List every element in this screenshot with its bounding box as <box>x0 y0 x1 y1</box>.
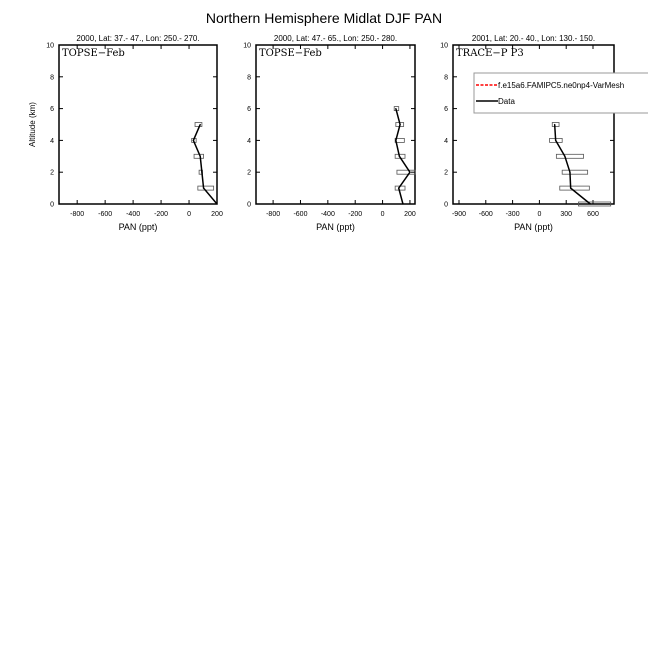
panel-3 <box>440 34 614 232</box>
data-point <box>201 172 202 173</box>
data-point <box>395 108 396 109</box>
legend-label: Data <box>498 97 515 106</box>
y-tick-label: 10 <box>440 42 448 50</box>
panel-subtitle: 2001, Lat: 20.- 40., Lon: 130.- 150. <box>471 34 596 43</box>
y-axis-label: Altitude (km) <box>28 102 37 147</box>
y-tick-label: 2 <box>50 169 54 177</box>
range-box <box>562 170 587 174</box>
plot-frame <box>59 45 217 204</box>
y-tick-label: 8 <box>444 74 448 82</box>
data-line <box>193 125 217 205</box>
data-point <box>590 203 591 204</box>
y-tick-label: 10 <box>243 42 251 50</box>
x-tick-label: 0 <box>187 211 191 218</box>
x-tick-label: -400 <box>320 211 335 218</box>
range-box <box>198 186 214 190</box>
y-tick-label: 6 <box>444 106 448 114</box>
x-tick-label: 200 <box>404 211 416 218</box>
data-point <box>216 203 217 204</box>
x-tick-label: -400 <box>126 211 141 218</box>
x-tick-label: -600 <box>293 211 308 218</box>
data-point <box>203 188 204 189</box>
panel-2 <box>243 34 416 232</box>
x-tick-label: -800 <box>70 211 85 218</box>
x-tick-label: 300 <box>560 211 573 218</box>
x-tick-label: -900 <box>451 211 466 218</box>
y-tick-label: 6 <box>50 106 54 114</box>
x-tick-label: -300 <box>505 211 520 218</box>
panel-1 <box>28 34 223 232</box>
y-tick-label: 2 <box>247 169 251 177</box>
x-tick-label: -600 <box>478 211 493 218</box>
y-tick-label: 8 <box>247 74 251 82</box>
data-point <box>200 156 201 157</box>
y-tick-label: 4 <box>444 137 448 145</box>
x-tick-label: 600 <box>587 211 599 218</box>
y-tick-label: 0 <box>247 201 251 209</box>
x-axis-label: PAN (ppt) <box>118 222 158 232</box>
range-box <box>556 154 583 158</box>
data-point <box>569 172 570 173</box>
plot-frame <box>256 45 415 204</box>
data-point <box>564 156 565 157</box>
data-point <box>399 156 400 157</box>
data-point <box>395 140 396 141</box>
data-point <box>402 203 403 204</box>
x-axis-label: PAN (ppt) <box>316 222 355 232</box>
campaign-label: TOPSE−Feb <box>259 48 322 59</box>
campaign-label: TRACE−P P3 <box>456 48 524 59</box>
data-point <box>200 124 201 125</box>
y-tick-label: 8 <box>50 74 54 82</box>
y-tick-label: 10 <box>46 42 54 50</box>
panel-subtitle: 2000, Lat: 47.- 65., Lon: 250.- 280. <box>273 34 398 43</box>
y-tick-label: 0 <box>50 201 54 209</box>
x-tick-label: -800 <box>266 211 281 218</box>
plot-frame <box>453 45 614 204</box>
x-tick-label: 0 <box>537 211 542 218</box>
range-box <box>560 186 590 190</box>
data-point <box>398 188 399 189</box>
range-box <box>552 123 559 127</box>
x-tick-label: 200 <box>211 211 223 218</box>
range-box <box>195 123 202 127</box>
x-tick-label: -600 <box>98 211 113 218</box>
data-point <box>399 124 400 125</box>
y-tick-label: 6 <box>247 106 251 114</box>
y-tick-label: 4 <box>247 137 251 145</box>
campaign-label: TOPSE−Feb <box>62 48 125 59</box>
x-tick-label: 0 <box>380 211 385 218</box>
y-tick-label: 0 <box>444 201 448 209</box>
data-point <box>570 188 571 189</box>
legend-box <box>474 73 648 113</box>
legend-label: f.e15a6.FAMIPC5.ne0np4-VarMesh <box>498 81 625 90</box>
x-axis-label: PAN (ppt) <box>514 222 553 232</box>
chart-title: Northern Hemisphere Midlat DJF PAN <box>205 10 443 26</box>
data-point <box>554 124 555 125</box>
data-line <box>555 125 591 205</box>
data-point <box>193 140 194 141</box>
panel-subtitle: 2000, Lat: 37.- 47., Lon: 250.- 270. <box>76 34 200 43</box>
x-tick-label: -200 <box>348 211 363 218</box>
legend <box>474 73 648 113</box>
x-tick-label: -200 <box>154 211 169 218</box>
y-tick-label: 2 <box>444 169 448 177</box>
data-point <box>555 140 556 141</box>
data-line <box>396 109 410 204</box>
data-point <box>409 172 410 173</box>
y-tick-label: 4 <box>50 137 54 145</box>
